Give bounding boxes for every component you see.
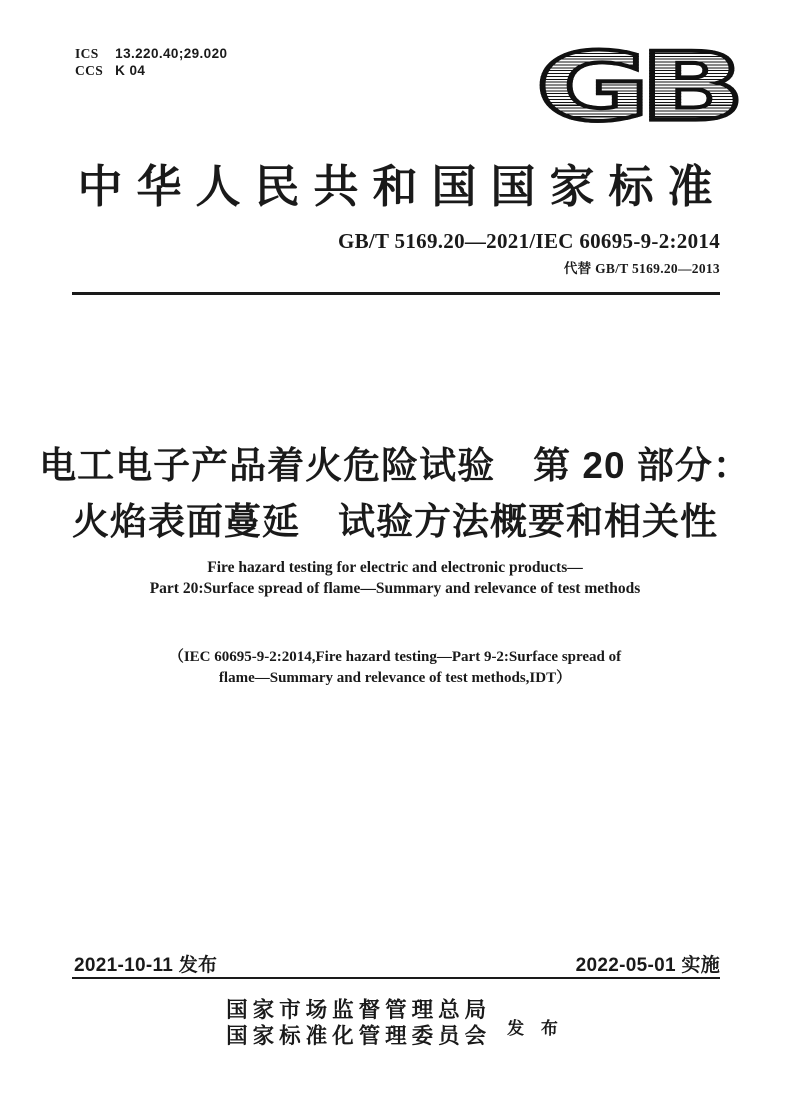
document-title-english-line1: Fire hazard testing for electric and electronic products— xyxy=(207,559,583,576)
gb-logo: GB xyxy=(535,31,735,143)
ccs-label: CCS xyxy=(75,63,104,78)
document-title-chinese-line2: 火焰表面蔓延 试验方法概要和相关性 xyxy=(72,501,718,542)
iec-adoption-note xyxy=(0,647,790,689)
ccs-code-row xyxy=(75,62,227,79)
issuer-block xyxy=(0,997,790,1049)
classification-codes xyxy=(75,45,227,79)
issuer-names xyxy=(226,997,491,1049)
ics-label: ICS xyxy=(75,46,99,61)
document-title-english xyxy=(0,558,790,599)
issuer-line2: 国家标准化管理委员会 xyxy=(226,1024,492,1048)
ics-value: 13.220.40;29.020 xyxy=(115,46,228,61)
national-standard-heading: 中华人民共和国国家标准 xyxy=(77,162,727,212)
document-title-english-line2: Part 20:Surface spread of flame—Summary and relevance of test methods xyxy=(149,579,641,597)
replaces-note: 代替 GB/T 5169.20—2013 xyxy=(563,261,720,276)
publish-label: 发 布 xyxy=(507,1018,564,1038)
standard-number: GB/T 5169.20—2021/IEC 60695-9-2:2014 xyxy=(337,229,720,253)
footer-divider-line xyxy=(72,977,720,979)
header-divider-line xyxy=(72,292,720,295)
ccs-value: K 04 xyxy=(115,63,146,78)
implement-date: 2022-05-01 实施 xyxy=(575,955,720,976)
date-row xyxy=(74,950,720,977)
issue-date: 2021-10-11 发布 xyxy=(74,955,218,976)
iec-adoption-note-line2: flame—Summary and relevance of test methods,IDT） xyxy=(218,670,572,686)
issuer-line1: 国家市场监督管理总局 xyxy=(226,998,492,1022)
iec-adoption-note-line1: （IEC 60695-9-2:2014,Fire hazard testing—Part 9-2:Surface spread of xyxy=(168,649,622,665)
document-title-chinese-line1: 电工电子产品着火危险试验 第 20 部分： xyxy=(39,445,751,486)
ics-code-row xyxy=(75,45,227,62)
document-title-chinese xyxy=(0,438,790,550)
